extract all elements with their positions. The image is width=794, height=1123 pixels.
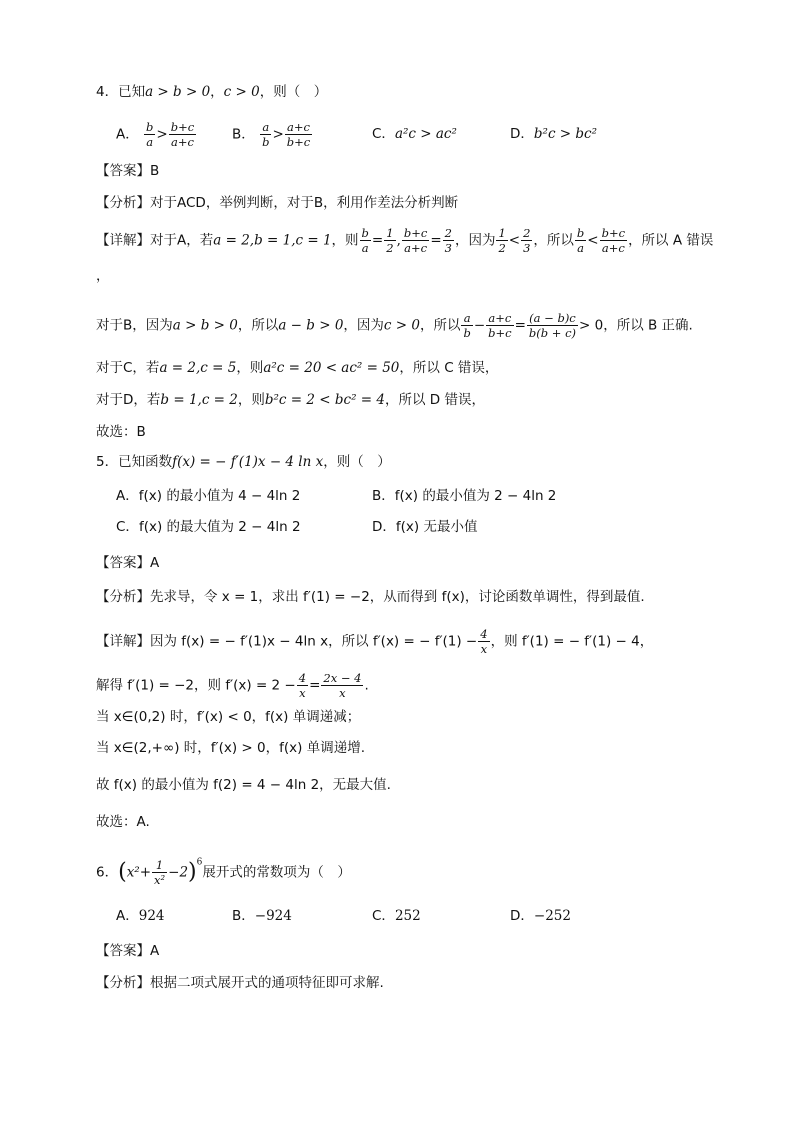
q4-stem-text: 4．已知 <box>96 84 146 100</box>
answer-label: 【答案】 <box>96 555 150 571</box>
option-label: B． <box>232 126 255 143</box>
option-text: f(x) 的最小值为 2 − 4ln 2 <box>394 488 557 504</box>
answer-label: 【答案】 <box>96 943 150 959</box>
detail-text: ，则 <box>236 360 264 376</box>
detail-text: 对于C，若 <box>96 360 160 376</box>
denominator: a+c <box>170 135 194 149</box>
denominator: a+c <box>404 241 428 255</box>
denominator: x <box>480 642 488 656</box>
numerator: b <box>146 120 154 134</box>
q6-option-d <box>510 906 571 926</box>
numerator: 1 <box>498 226 506 240</box>
option-text: f(x) 无最小值 <box>395 519 478 535</box>
fraction <box>521 226 532 255</box>
fraction <box>575 226 586 255</box>
q4-option-d <box>510 124 597 144</box>
analysis-label: 【分析】 <box>96 589 150 605</box>
detail-text: ，所以 <box>237 317 279 334</box>
fraction <box>384 226 395 255</box>
q6-exponent: 6 <box>196 857 203 868</box>
option-text: f(x) 的最小值为 4 − 4ln 2 <box>138 488 301 504</box>
option-label: C． <box>372 126 395 142</box>
denominator: x² <box>154 873 166 887</box>
q4-choice: 故选：B <box>96 424 146 440</box>
analysis-label: 【分析】 <box>96 975 150 991</box>
detail-cond: b = 1,c = 2 <box>160 392 238 408</box>
numerator: 1 <box>386 226 394 240</box>
fraction <box>297 671 308 700</box>
detail-expr: a²c = 20 < ac² = 50 <box>263 360 400 376</box>
option-label: B． <box>232 908 255 924</box>
q4-answer <box>96 161 159 181</box>
fraction <box>527 311 578 340</box>
detail-text: ，所以 <box>419 317 461 334</box>
equals-sign: = <box>309 677 321 694</box>
fraction <box>285 120 312 149</box>
denominator: b <box>262 135 270 149</box>
detail-text: ，则 <box>237 392 265 408</box>
fraction <box>600 226 627 255</box>
numerator: a+c <box>285 120 312 135</box>
detail-text: 因为 f(x) = − f′(1)x − 4ln x，所以 f′(x) = − f′(1) − <box>150 633 478 650</box>
detail-text: 解得 f′(1) = −2，则 f′(x) = 2 − <box>96 677 296 694</box>
q5-detail-4: 当 x∈(2,+∞) 时，f′(x) > 0，f(x) 单调递增. <box>96 740 365 756</box>
option-label: D． <box>510 126 534 142</box>
detail-label: 【详解】 <box>96 633 150 650</box>
fraction <box>144 120 155 149</box>
denominator: a+c <box>601 241 625 255</box>
analysis-text: 先求导，令 x = 1，求出 f′(1) = −2，从而得到 f(x)，讨论函数单调性，得到最值. <box>150 589 645 605</box>
detail-cond: a = 2,b = 1,c = 1 <box>213 232 332 249</box>
fraction <box>321 671 363 700</box>
denominator: 2 <box>498 241 506 255</box>
q4-stem: 4．已知a > b > 0，c > 0，则（ ） <box>96 84 328 100</box>
fraction <box>360 226 371 255</box>
detail-label: 【详解】 <box>96 232 150 249</box>
numerator: (a − b)c <box>527 311 578 326</box>
q5-analysis <box>96 587 645 607</box>
numerator: 2x − 4 <box>323 671 362 685</box>
detail-text: 对于B，因为 <box>96 317 173 334</box>
fraction <box>443 226 454 255</box>
detail-text: ，因为 <box>343 317 384 334</box>
option-label: D． <box>372 519 396 535</box>
denominator: 3 <box>523 241 531 255</box>
q6-option-c <box>372 906 421 926</box>
fraction <box>478 627 489 656</box>
q6-expr-a: x²+ <box>126 864 152 881</box>
detail-text: ，所以 D 错误， <box>384 392 485 408</box>
fraction <box>169 120 196 149</box>
q5-option-b <box>372 486 556 506</box>
numerator: a <box>260 120 271 135</box>
detail-text: > 0，所以 B 正确. <box>579 317 693 334</box>
answer-label: 【答案】 <box>96 163 150 179</box>
detail-text: ，所以 <box>533 232 574 249</box>
numerator: a+c <box>486 311 513 326</box>
q5-detail-2 <box>96 671 369 700</box>
q5-detail-5: 故 f(x) 的最小值为 f(2) = 4 − 4ln 2，无最大值. <box>96 777 391 793</box>
detail-text: ，则 f′(1) = − f′(1) − 4， <box>490 633 654 650</box>
denominator: x <box>339 686 346 700</box>
q4-option-c <box>372 124 457 144</box>
denominator: 2 <box>386 241 394 255</box>
analysis-label: 【分析】 <box>96 195 150 211</box>
q6-option-a <box>116 906 165 926</box>
fraction <box>461 311 472 340</box>
numerator: 4 <box>298 671 307 685</box>
q6-stem-text: 6． <box>96 864 119 881</box>
q4-detail-c <box>96 358 498 378</box>
fraction <box>496 226 507 255</box>
detail-text: ，所以 A 错误 <box>628 232 714 249</box>
q5-choice: 故选：A. <box>96 814 150 830</box>
option-label: A． <box>116 488 139 504</box>
option-expr: b²c > bc² <box>533 126 598 142</box>
detail-text: 对于A，若 <box>150 232 214 249</box>
denominator: b <box>463 326 471 340</box>
option-label: A． <box>116 126 139 143</box>
fraction <box>486 311 513 340</box>
option-label: D． <box>510 908 534 924</box>
q6-analysis <box>96 973 384 993</box>
denominator: b+c <box>488 326 512 340</box>
option-label: A． <box>116 908 139 924</box>
numerator: 2 <box>444 226 452 240</box>
numerator: 2 <box>523 226 531 240</box>
q5-detail-1 <box>96 627 653 656</box>
q5-option-c <box>116 517 301 537</box>
option-text: 252 <box>394 908 421 924</box>
answer-value: A <box>150 555 160 571</box>
q5-option-a <box>116 486 300 506</box>
numerator: b <box>576 226 585 240</box>
detail-text: ，因为 <box>454 232 496 249</box>
numerator: 4 <box>480 627 488 641</box>
fraction <box>260 120 271 149</box>
q4-analysis <box>96 193 458 213</box>
denominator: 3 <box>444 241 452 255</box>
q5-stem <box>96 452 391 472</box>
q5-tail: ，则（ ） <box>323 454 391 470</box>
detail-text: . <box>364 677 369 694</box>
denominator: x <box>299 686 306 700</box>
detail-text: 对于D，若 <box>96 392 161 408</box>
detail-text: ，所以 C 错误， <box>399 360 499 376</box>
detail-cond: a = 2,c = 5 <box>159 360 237 376</box>
q4-tail: ，则（ ） <box>259 84 328 100</box>
option-expr: a²c > ac² <box>394 126 457 142</box>
q4-option-b: B． $\frac{a}{b}$ > $\frac{a+c}{b+c}$ <box>232 120 311 149</box>
answer-value: B <box>150 163 160 179</box>
q4-detail-a: 【详解】对于A，若a = 2,b = 1,c = 1，则 $\frac{b}{a}$ = $\frac{1}{2}$ , $\frac{b+c}{a+c}$ = $\frac{2}{3}$ ，因为 $\frac{1}{2}$ < $\frac{2}{3}$ ，所以 $\frac{b}{a}$ < $\frac{b+c}{a+c}$ ，所以 A 错误 <box>96 226 714 255</box>
q6-stem: 6．(x²+ $\frac{1}{\text{x²}}$ −2)$^6$展开式的常数项为（ ） <box>96 857 351 887</box>
detail-expr: b²c = 2 < bc² = 4 <box>264 392 385 408</box>
option-text: 924 <box>138 908 165 924</box>
q5-stem-text: 5．已知函数 <box>96 454 173 470</box>
q6-tail: 展开式的常数项为（ ） <box>202 864 351 881</box>
q5-option-d <box>372 517 477 537</box>
option-text: −924 <box>254 908 292 924</box>
detail-cond: a > b > 0 <box>172 317 238 334</box>
denominator: a <box>146 135 154 149</box>
answer-value: A <box>150 943 160 959</box>
q6-option-b <box>232 906 292 926</box>
numerator: a <box>461 311 472 326</box>
denominator: b(b + c) <box>528 326 577 340</box>
numerator: b+c <box>403 226 428 240</box>
q6-answer <box>96 941 159 961</box>
q5-func: f(x) = − f′(1)x − 4 ln x <box>172 454 324 470</box>
denominator: a <box>361 241 369 255</box>
numerator: b <box>361 226 369 240</box>
numerator: b+c <box>601 226 626 240</box>
analysis-text: 对于ACD，举例判断，对于B，利用作差法分析判断 <box>150 195 459 211</box>
fraction <box>152 858 167 887</box>
q5-answer <box>96 553 159 573</box>
detail-text: ，则 <box>331 232 359 249</box>
numerator: 1 <box>152 858 167 873</box>
denominator: b+c <box>286 135 311 149</box>
q4-cond1: a > b > 0 <box>145 84 211 100</box>
option-label: C． <box>372 908 395 924</box>
q4-detail-a-comma: ， <box>96 268 110 284</box>
denominator: a <box>577 241 585 255</box>
detail-cond: c > 0 <box>383 317 420 334</box>
q5-detail-3: 当 x∈(0,2) 时，f′(x) < 0，f(x) 单调递减； <box>96 709 361 725</box>
q4-detail-d <box>96 390 485 410</box>
option-text: −252 <box>533 908 571 924</box>
option-label: C． <box>116 519 139 535</box>
option-label: B． <box>372 488 395 504</box>
numerator: b+c <box>170 120 195 134</box>
q4-option-a: A． $\frac{b}{a}$ > $\frac{b+c}{a+c}$ <box>116 120 195 149</box>
option-text: f(x) 的最大值为 2 − 4ln 2 <box>138 519 301 535</box>
detail-cond: a − b > 0 <box>278 317 344 334</box>
fraction <box>402 226 429 255</box>
q6-expr-b: −2 <box>168 864 189 881</box>
q4-cond2: c > 0 <box>223 84 260 100</box>
q4-detail-b: 对于B，因为a > b > 0，所以a − b > 0，因为c > 0，所以 $\frac{a}{b}$ − $\frac{a+c}{b+c}$ = $\frac{(a - b)c}{b(b + c)}$ > 0，所以 B 正确. <box>96 311 693 340</box>
analysis-text: 根据二项式展开式的通项特征即可求解. <box>150 975 384 991</box>
